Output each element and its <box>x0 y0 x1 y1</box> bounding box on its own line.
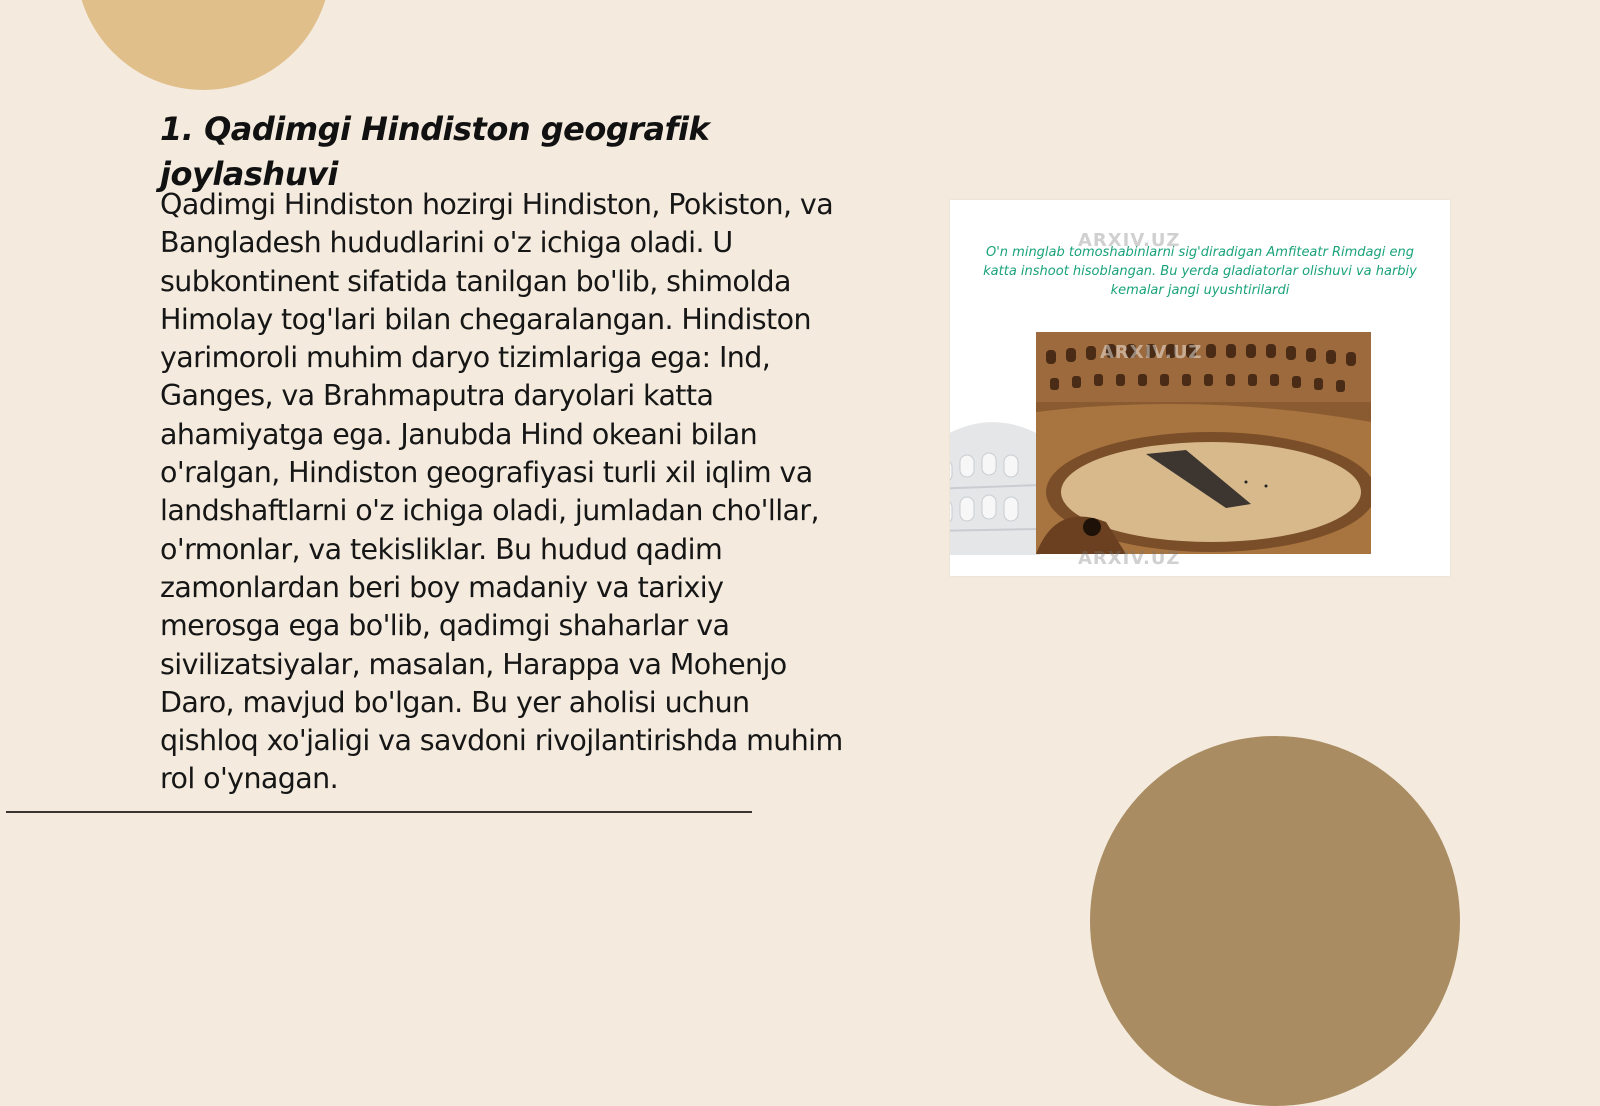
slide-body-text: Qadimgi Hindiston hozirgi Hindiston, Pokiston, va Bangladesh hududlarini o'z ichiga oladi. U subkontinent sifatida tanilgan bo'lib, shimolda Himolay tog'lari bilan chegaralangan. Hindiston yarimoroli muhim daryo tizimlariga ega: Ind, Ganges, va Brahmaputra daryolari katta ahamiyatga ega. Janubda Hind okeani bilan o'ralgan, Hindiston geografiyasi turli xil iqlim va landshaftlarni o'z ichiga oladi, jumladan cho'llar, o'rmonlar, va tekisliklar. Bu hudud qadim zamonlardan beri boy madaniy va tarixiy merosga ega bo'lib, qadimgi shaharlar va sivilizatsiyalar, masalan, Harappa va Mohenjo Daro, mavjud bo'lgan. Bu yer aholisi uchun qishloq xo'jaligi va savdoni rivojlantirishda muhim rol o'ynagan. <box>160 188 843 796</box>
watermark: ARXIV.UZ <box>1078 548 1181 569</box>
colosseum-illustration <box>950 405 1040 555</box>
watermark: ARXIV.UZ <box>1100 342 1203 363</box>
watermark: ARXIV.UZ <box>1078 230 1181 251</box>
slide-title: 1. Qadimgi Hindiston geografik joylashuvi <box>160 110 710 193</box>
decorative-circle-bottom <box>1090 736 1460 1106</box>
divider-line <box>6 811 752 813</box>
decorative-circle-top <box>76 0 331 90</box>
figure-caption: O'n minglab tomoshabinlarni sig'diradigan Amfiteatr Rimdagi eng katta inshoot hisoblangan. Bu yerda gladiatorlar olishuvi va harbiy kemalar jangi uyushtirilardi <box>983 245 1417 298</box>
amphitheater-figure <box>950 200 1450 576</box>
arena-photo <box>1036 332 1371 554</box>
